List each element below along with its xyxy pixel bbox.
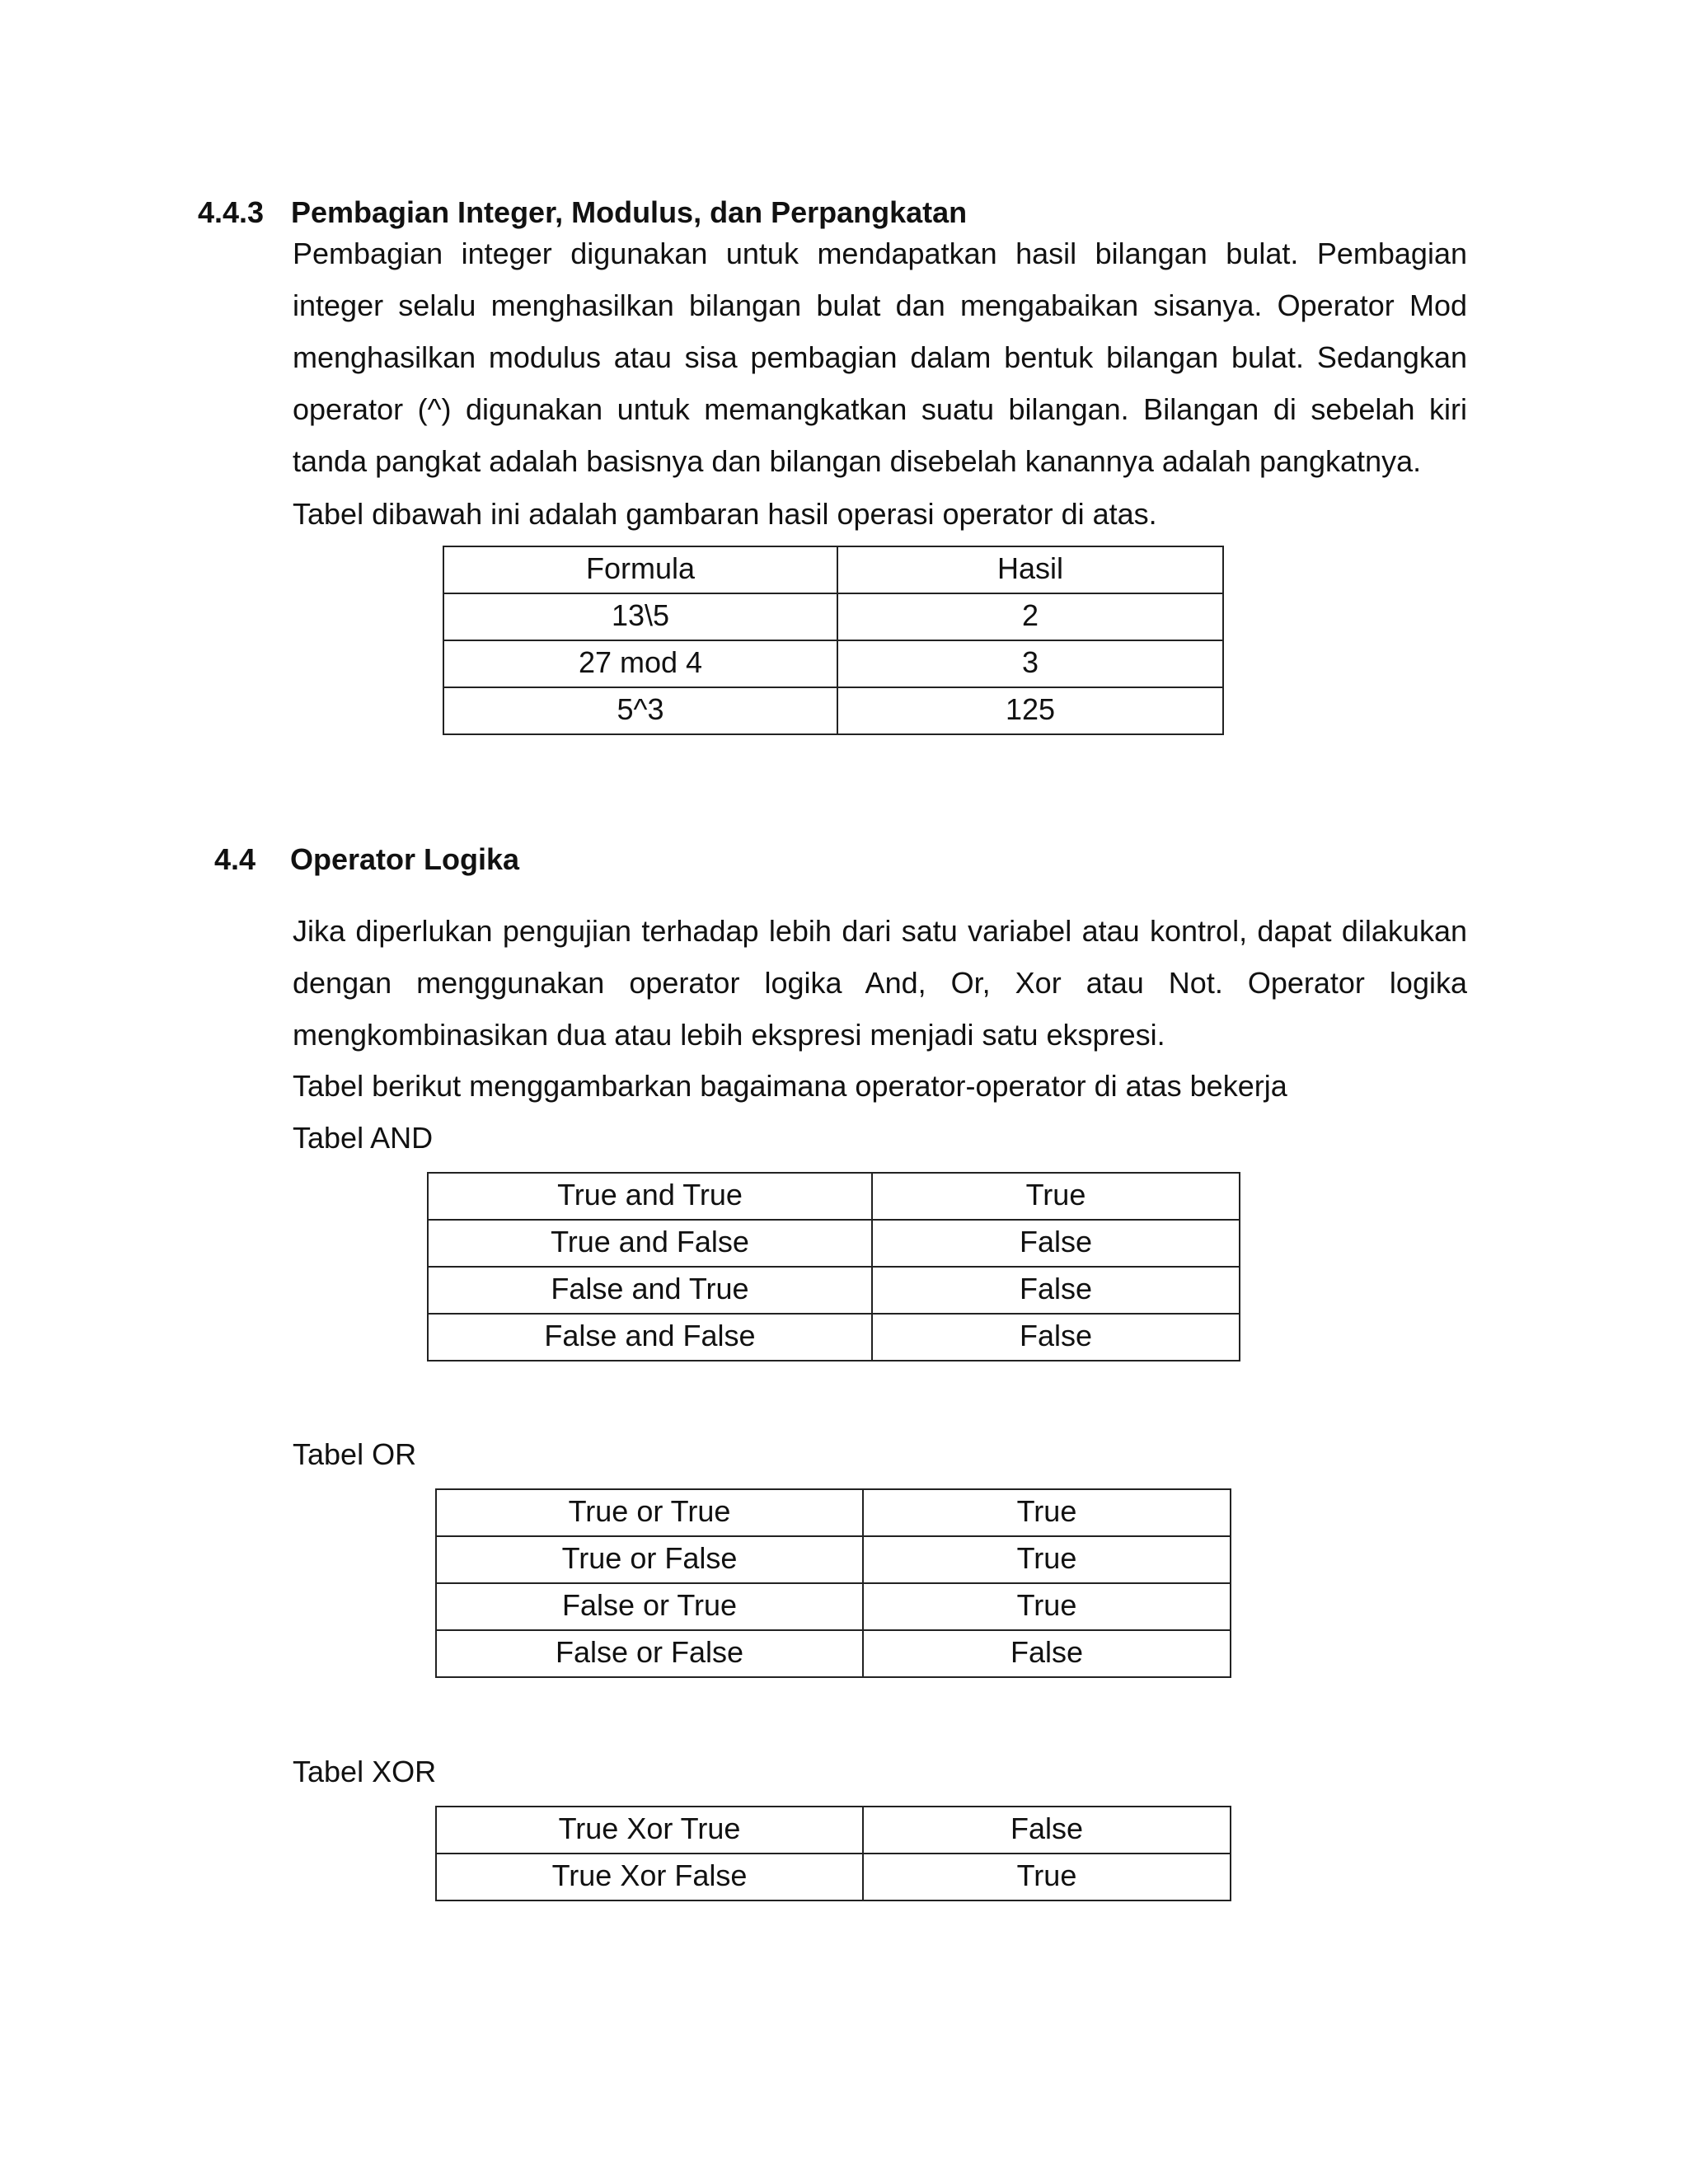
table-intro: Tabel dibawah ini adalah gambaran hasil operasi operator di atas. <box>293 497 1157 531</box>
paragraph-line: mengkombinasikan dua atau lebih ekspresi menjadi satu ekspresi. <box>293 1018 1165 1052</box>
or-table <box>435 1488 1231 1678</box>
or-table-label: Tabel OR <box>293 1437 417 1471</box>
section-443-title: Pembagian Integer, Modulus, dan Perpangkatan <box>291 195 968 229</box>
table-cell: False or True <box>436 1583 863 1630</box>
paragraph-line: Jika diperlukan pengujian terhadap lebih dari satu variabel atau kontrol, dapat dilakukan <box>293 914 1467 948</box>
paragraph-line: dengan menggunakan operator logika And, Or, Xor atau Not. Operator logika <box>293 966 1467 1000</box>
table-cell: True or True <box>436 1489 863 1536</box>
table-row <box>443 593 1223 640</box>
table-row <box>436 1630 1231 1677</box>
and-table-label: Tabel AND <box>293 1121 434 1155</box>
table-cell: True <box>863 1583 1231 1630</box>
paragraph-line: integer selalu menghasilkan bilangan bulat dan mengabaikan sisanya. Operator Mod <box>293 288 1467 322</box>
table-cell: 125 <box>837 687 1223 734</box>
tables-intro: Tabel berikut menggambarkan bagaimana operator-operator di atas bekerja <box>293 1069 1287 1103</box>
table-cell: True and False <box>428 1220 872 1267</box>
table-cell: True <box>863 1536 1231 1583</box>
table-cell: True and True <box>428 1173 872 1220</box>
paragraph-line: menghasilkan modulus atau sisa pembagian dalam bentuk bilangan bulat. Sedangkan <box>293 340 1467 374</box>
and-table <box>427 1172 1240 1361</box>
table-cell: False or False <box>436 1630 863 1677</box>
paragraph-line: Pembagian integer digunakan untuk mendapatkan hasil bilangan bulat. Pembagian <box>293 237 1467 270</box>
table-cell: False <box>863 1807 1231 1854</box>
table-row <box>436 1807 1231 1854</box>
table-header-cell: Hasil <box>837 546 1223 593</box>
table-cell: False and True <box>428 1267 872 1314</box>
table-cell: False <box>872 1220 1240 1267</box>
paragraph-line: operator (^) digunakan untuk memangkatkan suatu bilangan. Bilangan di sebelah kiri <box>293 392 1467 426</box>
table-cell: 3 <box>837 640 1223 687</box>
table-row <box>436 1583 1231 1630</box>
section-443-paragraph <box>293 227 1467 487</box>
section-44-paragraph <box>293 905 1467 1061</box>
table-cell: True <box>863 1489 1231 1536</box>
table-row <box>428 1173 1240 1220</box>
table-row <box>443 687 1223 734</box>
section-443-heading <box>198 194 967 231</box>
table-cell: 27 mod 4 <box>443 640 837 687</box>
table-cell: True <box>863 1854 1231 1900</box>
section-443-number: 4.4.3 <box>198 195 265 229</box>
section-44-number: 4.4 <box>214 842 256 876</box>
table-cell: True Xor True <box>436 1807 863 1854</box>
table-cell: False <box>872 1267 1240 1314</box>
table-cell: False <box>872 1314 1240 1361</box>
table-header-row <box>443 546 1223 593</box>
table-cell: 2 <box>837 593 1223 640</box>
table-cell: True <box>872 1173 1240 1220</box>
section-44-heading <box>214 841 519 878</box>
table-row <box>428 1220 1240 1267</box>
table-cell: False <box>863 1630 1231 1677</box>
paragraph-line: tanda pangkat adalah basisnya dan bilangan disebelah kanannya adalah pangkatnya. <box>293 444 1422 478</box>
xor-table <box>435 1806 1231 1901</box>
section-44-title: Operator Logika <box>290 842 520 876</box>
table-cell: 5^3 <box>443 687 837 734</box>
table-header-cell: Formula <box>443 546 837 593</box>
xor-table-label: Tabel XOR <box>293 1755 437 1788</box>
table-cell: True Xor False <box>436 1854 863 1900</box>
table-row <box>443 640 1223 687</box>
table-cell: 13\5 <box>443 593 837 640</box>
table-row <box>436 1489 1231 1536</box>
formula-table <box>443 546 1224 735</box>
table-row <box>428 1314 1240 1361</box>
table-cell: False and False <box>428 1314 872 1361</box>
table-row <box>436 1854 1231 1900</box>
table-cell: True or False <box>436 1536 863 1583</box>
table-row <box>436 1536 1231 1583</box>
table-row <box>428 1267 1240 1314</box>
